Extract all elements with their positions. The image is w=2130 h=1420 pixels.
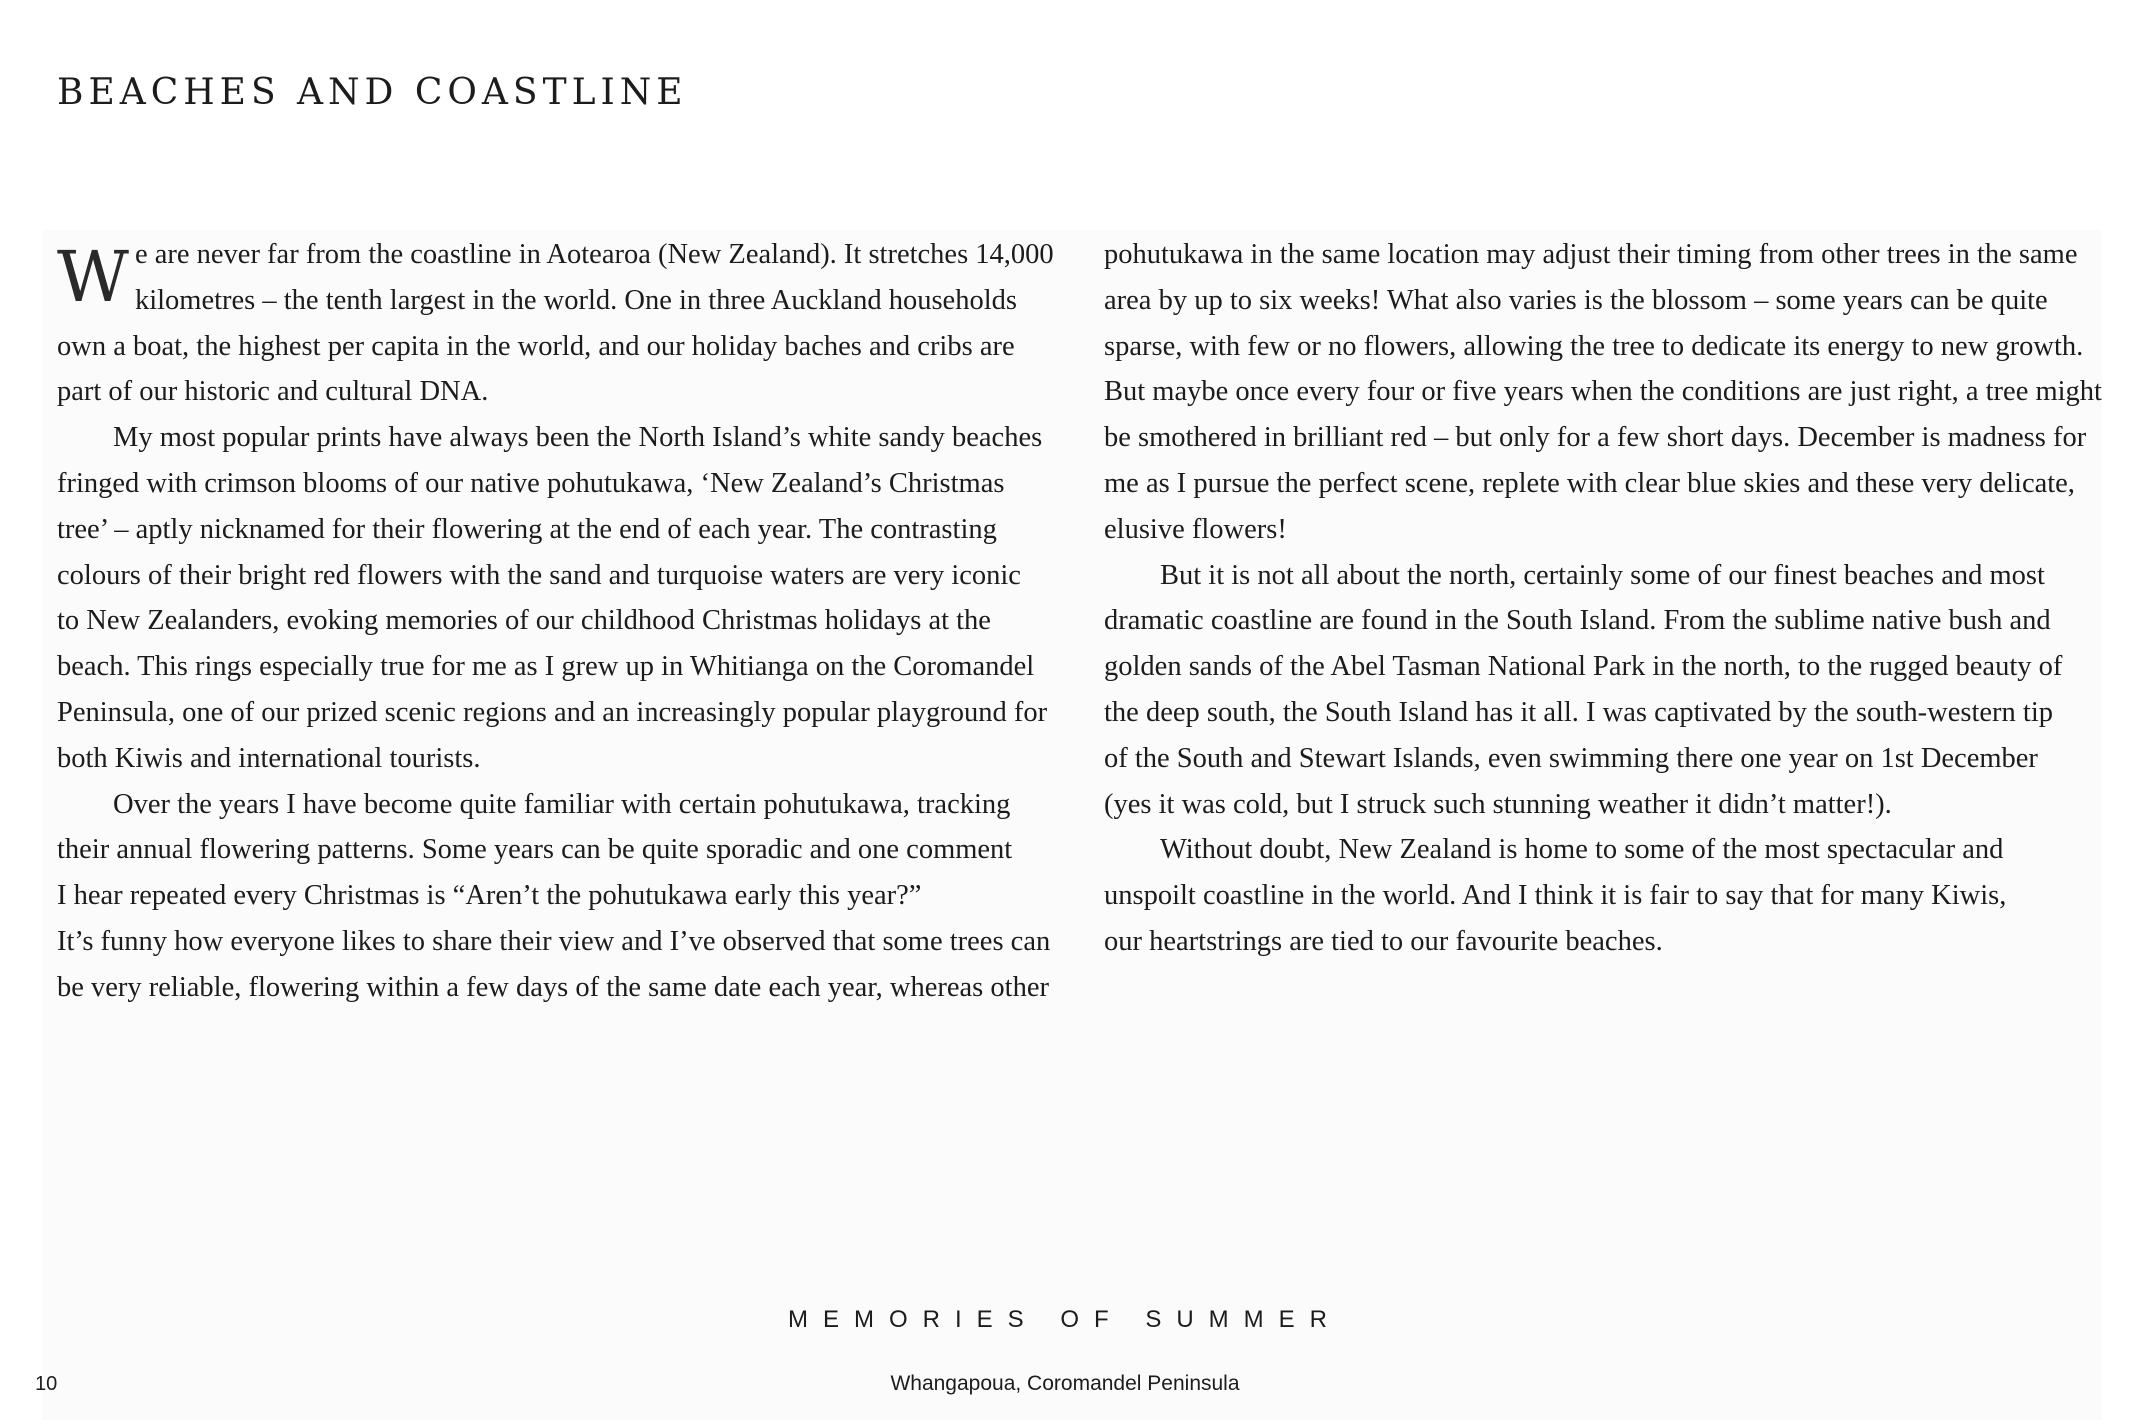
text-line: Over the years I have become quite familiar with certain pohutukawa, tracking xyxy=(113,788,1011,820)
right-text-column xyxy=(1104,232,2104,965)
text-line: Without doubt, New Zealand is home to some of the most spectacular and xyxy=(1160,834,2004,866)
text-line: elusive flowers! xyxy=(1104,513,1287,545)
text-line: My most popular prints have always been the North Island’s white sandy beaches xyxy=(113,422,1043,454)
text-line: sparse, with few or no flowers, allowing the tree to dedicate its energy to new growth. xyxy=(1104,330,2084,362)
text-line: be smothered in brilliant red – but only for a few short days. December is madness for xyxy=(1104,422,2087,454)
text-line: golden sands of the Abel Tasman National Park in the north, to the rugged beauty of xyxy=(1104,651,2063,683)
text-line: own a boat, the highest per capita in the world, and our holiday baches and cribs are xyxy=(57,330,1015,362)
text-line: But maybe once every four or five years when the conditions are just right, a tree might xyxy=(1104,376,2102,408)
text-line: beach. This rings especially true for me as I grew up in Whitianga on the Coromandel xyxy=(57,651,1035,683)
text-line: of the South and Stewart Islands, even swimming there one year on 1st December xyxy=(1104,742,2038,774)
text-line: their annual flowering patterns. Some years can be quite sporadic and one comment xyxy=(57,834,1013,866)
page-number: 10 xyxy=(35,1373,58,1395)
text-line: kilometres – the tenth largest in the world. One in three Auckland households xyxy=(134,284,1017,316)
text-line: pohutukawa in the same location may adjust their timing from other trees in the same xyxy=(1104,239,2078,270)
text-line: colours of their bright red flowers with the sand and turquoise waters are very iconic xyxy=(57,559,1021,591)
text-line: our heartstrings are tied to our favourite beaches. xyxy=(1104,925,1663,957)
text-line: Peninsula, one of our prized scenic regions and an increasingly popular playground for xyxy=(57,696,1048,728)
text-line: fringed with crimson blooms of our native pohutukawa, ‘New Zealand’s Christmas xyxy=(57,467,1005,499)
text-line: dramatic coastline are found in the South Island. From the sublime native bush and xyxy=(1104,605,2051,637)
page-heading: BEACHES AND COASTLINE xyxy=(57,72,688,113)
text-line: to New Zealanders, evoking memories of our childhood Christmas holidays at the xyxy=(57,605,991,637)
text-line: unspoilt coastline in the world. And I think it is fair to say that for many Kiwis, xyxy=(1104,880,2007,912)
text-line: part of our historic and cultural DNA. xyxy=(57,376,489,408)
text-line: be very reliable, flowering within a few days of the same date each year, whereas other xyxy=(57,971,1049,1003)
text-line: I hear repeated every Christmas is “Aren’t the pohutukawa early this year?” xyxy=(57,880,922,912)
text-line: It’s funny how everyone likes to share their view and I’ve observed that some trees can xyxy=(57,925,1051,957)
photo-caption: Whangapoua, Coromandel Peninsula xyxy=(890,1372,1240,1395)
text-line: But it is not all about the north, certainly some of our finest beaches and most xyxy=(1160,559,2045,591)
left-text-column xyxy=(57,232,1057,1011)
text-line: area by up to six weeks! What also varies is the blossom – some years can be quite xyxy=(1104,284,2048,316)
text-line: tree’ – aptly nicknamed for their flowering at the end of each year. The contrasting xyxy=(57,513,997,545)
text-line: the deep south, the South Island has it all. I was captivated by the south-western tip xyxy=(1104,696,2054,728)
footer-title: MEMORIES OF SUMMER xyxy=(787,1306,1342,1333)
text-line: me as I pursue the perfect scene, replete with clear blue skies and these very delicate, xyxy=(1104,467,2075,499)
text-line: e are never far from the coastline in Aotearoa (New Zealand). It stretches 14,000 xyxy=(134,239,1054,270)
text-line: (yes it was cold, but I struck such stunning weather it didn’t matter!). xyxy=(1104,788,1892,820)
drop-cap: W xyxy=(57,236,129,318)
text-line: both Kiwis and international tourists. xyxy=(57,742,481,774)
